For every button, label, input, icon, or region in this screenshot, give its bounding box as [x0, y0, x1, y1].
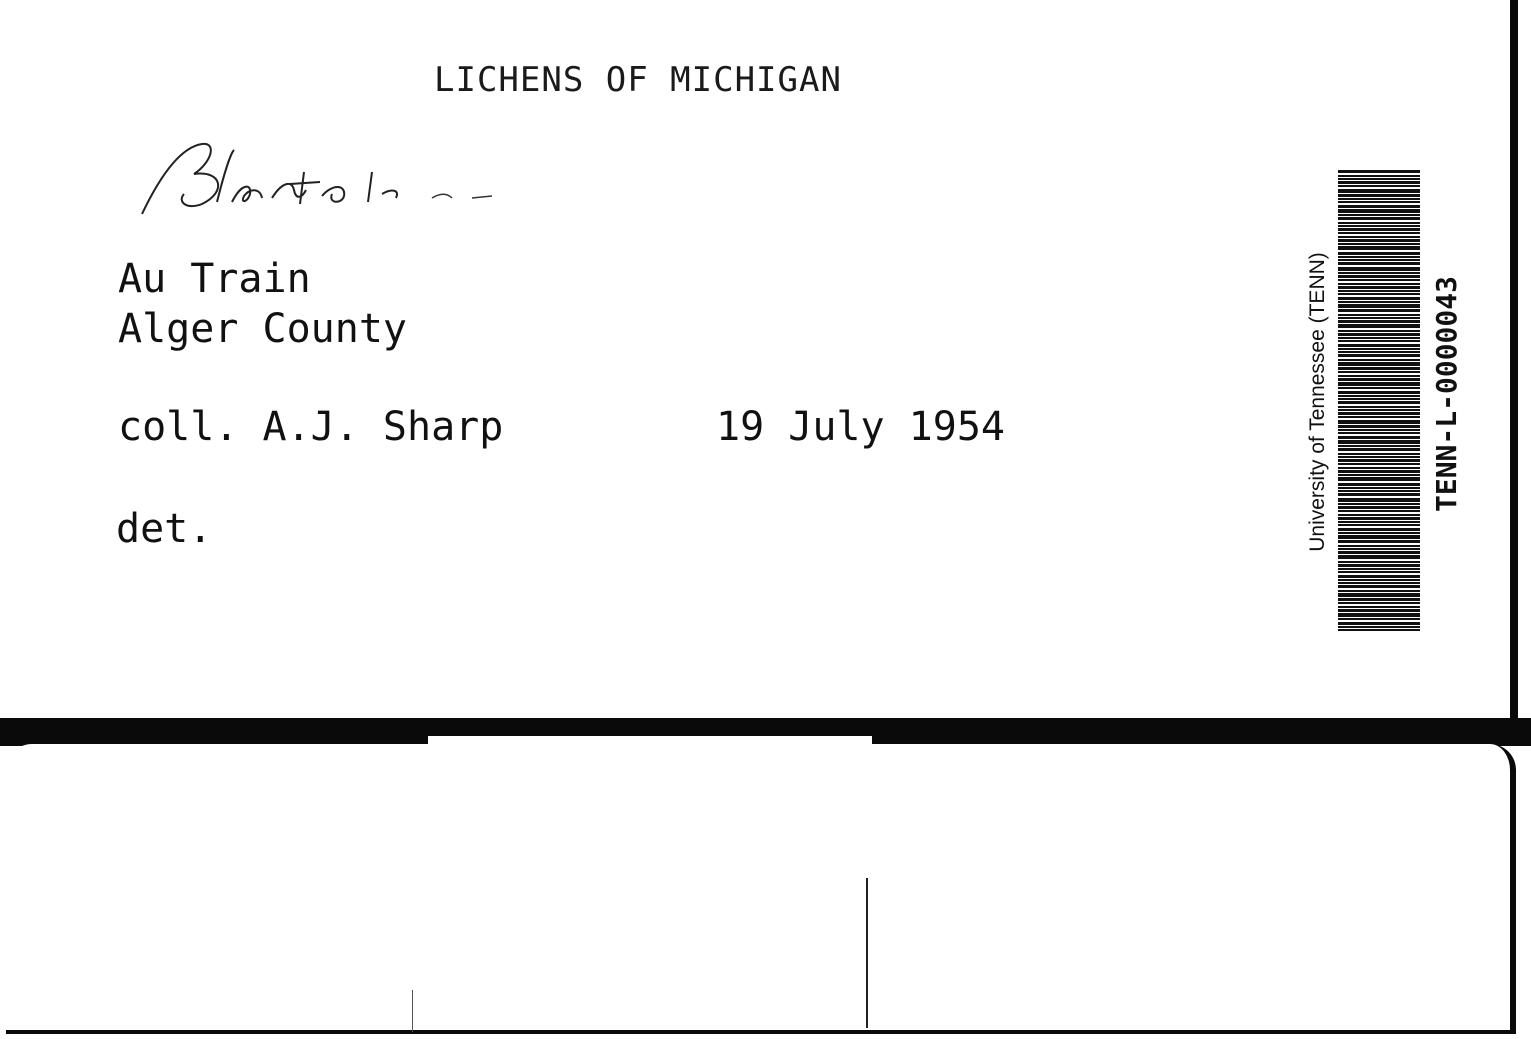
barcode-bar	[1338, 198, 1420, 200]
barcode-bar	[1338, 629, 1420, 631]
barcode-bar	[1338, 398, 1420, 400]
barcode-bar	[1338, 375, 1420, 377]
barcode-bar	[1338, 228, 1420, 231]
barcode-bar	[1338, 521, 1420, 523]
barcode-block	[1300, 170, 1463, 640]
barcode-bar	[1338, 467, 1420, 469]
barcode-bar	[1338, 416, 1420, 418]
barcode-bar	[1338, 317, 1420, 319]
barcode-bar	[1338, 222, 1420, 224]
barcode-bar	[1338, 290, 1420, 292]
barcode-bar	[1338, 579, 1420, 581]
barcode-bar	[1338, 239, 1420, 242]
barcode-bar	[1338, 181, 1420, 184]
barcode-bar	[1338, 524, 1420, 526]
barcode-bar	[1338, 548, 1420, 550]
barcode-bar	[1338, 259, 1420, 261]
barcode-bar	[1338, 585, 1420, 588]
barcode-bar	[1338, 359, 1420, 361]
barcode-bar	[1338, 590, 1420, 592]
barcode-bar	[1338, 354, 1420, 357]
barcode-bar	[1338, 626, 1420, 628]
barcode-bar	[1338, 387, 1420, 389]
barcode-bar	[1338, 225, 1420, 227]
barcode-bar	[1338, 425, 1420, 428]
barcode-bar	[1338, 568, 1420, 570]
barcode-bar	[1338, 279, 1420, 281]
barcode-bar	[1338, 371, 1420, 373]
barcode-bar	[1338, 613, 1420, 617]
barcode-bar	[1338, 320, 1420, 323]
barcode-bar	[1338, 252, 1420, 255]
barcode-bar	[1338, 517, 1420, 520]
barcode-bar	[1338, 217, 1420, 220]
barcode-bar	[1338, 571, 1420, 573]
barcode-bar	[1338, 189, 1420, 193]
barcode-bar	[1338, 528, 1420, 531]
barcode-bar	[1338, 456, 1420, 458]
barcode-bar	[1338, 209, 1420, 213]
barcode-bar	[1338, 535, 1420, 539]
barcode-bar	[1338, 532, 1420, 534]
barcode-bar	[1338, 459, 1420, 462]
barcode-bar	[1338, 545, 1420, 547]
barcode-bar	[1338, 246, 1420, 250]
barcode-bar	[1338, 301, 1420, 303]
fold-line	[866, 878, 868, 1028]
barcode-bar	[1338, 214, 1420, 216]
barcode-bar	[1338, 309, 1420, 312]
barcode-bar	[1338, 445, 1420, 447]
barcode-bar	[1338, 420, 1420, 424]
barcode-bar	[1338, 344, 1420, 347]
barcode-bar	[1338, 378, 1420, 381]
barcode-bar	[1338, 340, 1420, 342]
barcode-bar	[1338, 618, 1420, 620]
barcode-bar	[1338, 622, 1420, 625]
barcode-bar	[1338, 175, 1420, 177]
barcode-bar	[1338, 178, 1420, 180]
barcode-bar	[1338, 297, 1420, 300]
barcode-bar	[1338, 474, 1420, 476]
barcode-bar	[1338, 314, 1420, 316]
barcode-bar	[1338, 602, 1420, 604]
packet-envelope	[6, 744, 1516, 1034]
barcode-bar	[1338, 367, 1420, 370]
barcode-bar	[1338, 409, 1420, 411]
barcode-bar	[1338, 593, 1420, 597]
barcode-institution: University of Tennessee (TENN)	[1306, 252, 1329, 552]
barcode-bar	[1338, 351, 1420, 353]
barcode-bar	[1338, 432, 1420, 434]
barcode-bar	[1338, 448, 1420, 451]
collection-date: 19 July 1954	[716, 404, 1005, 450]
barcode-bar	[1338, 232, 1420, 234]
barcode-bar	[1338, 498, 1420, 502]
barcode-bar	[1338, 185, 1420, 187]
barcode-bar	[1338, 575, 1420, 578]
barcode-bar	[1338, 483, 1420, 486]
label-title: LICHENS OF MICHIGAN	[434, 60, 842, 100]
barcode-bar	[1338, 514, 1420, 516]
barcode-bar	[1338, 170, 1420, 173]
barcode-bar	[1338, 391, 1420, 394]
barcode-bar	[1338, 564, 1420, 567]
barcode-bar	[1338, 463, 1420, 465]
barcode-bar	[1338, 382, 1420, 386]
barcode-bar	[1338, 348, 1420, 350]
locality-line-1: Au Train	[118, 256, 311, 302]
barcode-bar	[1338, 201, 1420, 203]
locality-line-2: Alger County	[118, 306, 407, 352]
barcode-bar	[1338, 506, 1420, 509]
barcode-bar	[1338, 440, 1420, 444]
barcode-bar	[1338, 561, 1420, 563]
barcode-bars	[1338, 170, 1420, 632]
barcode-bar	[1338, 598, 1420, 601]
barcode-bar	[1338, 490, 1420, 492]
barcode-bar	[1338, 330, 1420, 332]
barcode-bar	[1338, 283, 1420, 285]
fold-crease	[412, 990, 413, 1032]
barcode-bar	[1338, 493, 1420, 496]
barcode-bar	[1338, 555, 1420, 559]
barcode-bar	[1338, 362, 1420, 366]
barcode-bar	[1338, 412, 1420, 415]
barcode-bar	[1338, 401, 1420, 404]
barcode-bar	[1338, 194, 1420, 197]
barcode-bar	[1338, 551, 1420, 554]
determiner-line: det.	[116, 506, 213, 552]
barcode-bar	[1338, 272, 1420, 274]
barcode-bar	[1338, 333, 1420, 336]
barcode-bar	[1338, 286, 1420, 289]
barcode-bar	[1338, 275, 1420, 278]
collector-line: coll. A.J. Sharp	[118, 404, 504, 450]
barcode-bar	[1338, 453, 1420, 455]
barcode-bar	[1338, 540, 1420, 543]
barcode-bar	[1338, 243, 1420, 245]
barcode-bar	[1338, 470, 1420, 473]
barcode-bar	[1338, 395, 1420, 397]
barcode-bar	[1338, 256, 1420, 258]
barcode-catalog-number: TENN-L-0000043	[1430, 276, 1463, 513]
barcode-bar	[1338, 262, 1420, 265]
handwritten-taxon-name	[132, 132, 512, 232]
barcode-bar	[1338, 510, 1420, 512]
barcode-bar	[1338, 582, 1420, 584]
barcode-bar	[1338, 609, 1420, 612]
barcode-bar	[1338, 337, 1420, 339]
barcode-bar	[1338, 606, 1420, 608]
barcode-bar	[1338, 477, 1420, 481]
barcode-bar	[1338, 487, 1420, 489]
barcode-bar	[1338, 324, 1420, 328]
barcode-bar	[1338, 436, 1420, 439]
barcode-bar	[1338, 267, 1420, 271]
barcode-bar	[1338, 503, 1420, 505]
barcode-bar	[1338, 205, 1420, 208]
barcode-bar	[1338, 406, 1420, 408]
barcode-bar	[1338, 429, 1420, 431]
barcode-bar	[1338, 293, 1420, 295]
barcode-bar	[1338, 304, 1420, 308]
barcode-bar	[1338, 236, 1420, 238]
